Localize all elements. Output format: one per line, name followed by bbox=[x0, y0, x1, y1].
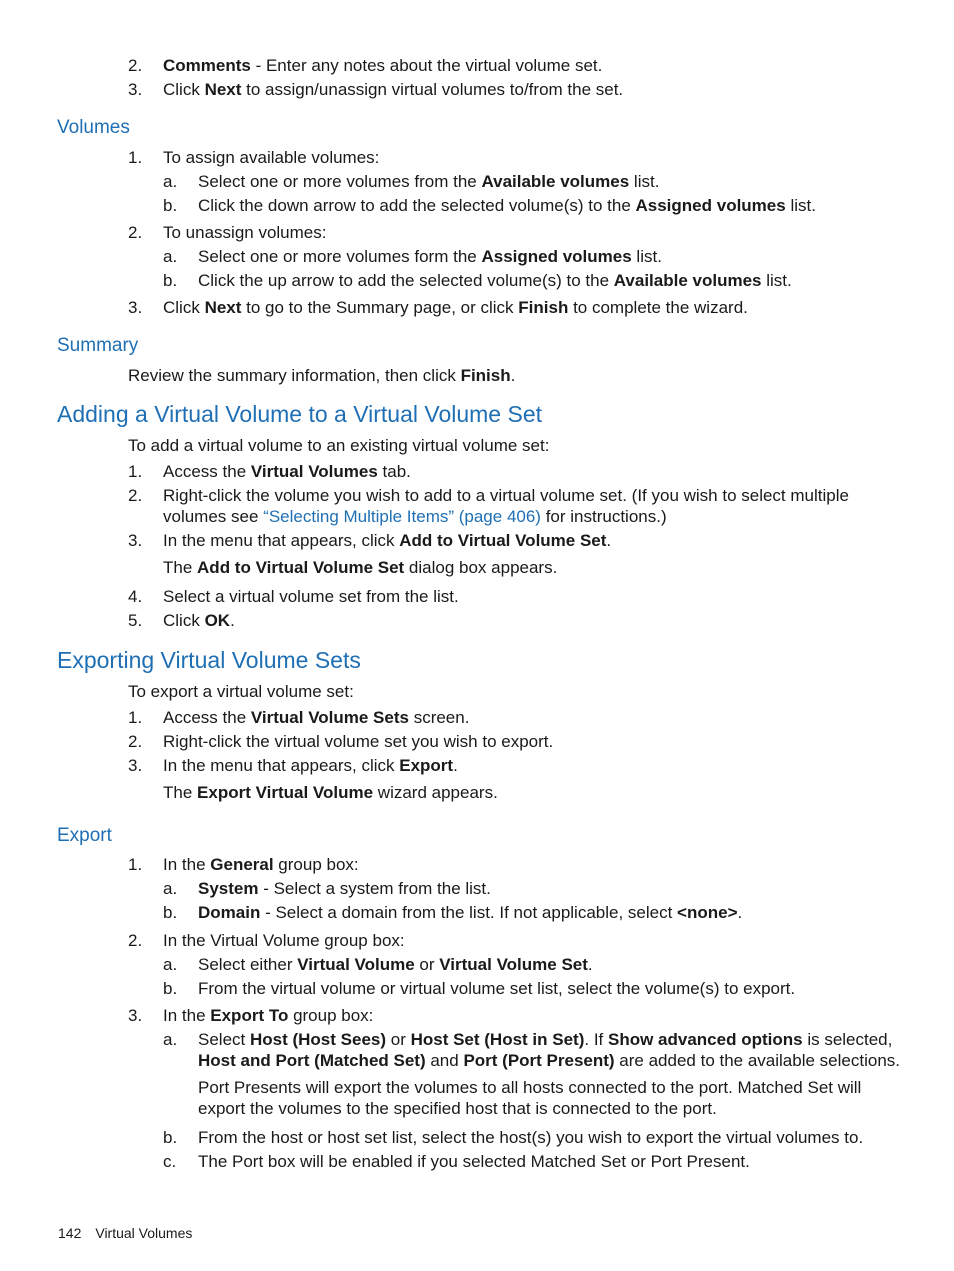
list-subitem: Select Host (Host Sees) or Host Set (Host in Set). If Show advanced options is selected, bbox=[198, 1030, 893, 1049]
list-letter: b. bbox=[163, 1128, 178, 1147]
list-number: 2. bbox=[128, 486, 143, 505]
note: The Add to Virtual Volume Set dialog box appears. bbox=[163, 558, 558, 577]
list-subitem: Click the down arrow to add the selected volume(s) to the Assigned volumes list. bbox=[198, 196, 816, 215]
list-subitem: Select one or more volumes form the Assigned volumes list. bbox=[198, 247, 662, 266]
list-number: 5. bbox=[128, 611, 143, 630]
list-number: 3. bbox=[128, 80, 143, 99]
list-item: Click Next to assign/unassign virtual volumes to/from the set. bbox=[163, 80, 624, 99]
list-item: Comments - Enter any notes about the virtual volume set. bbox=[163, 56, 603, 75]
section-heading-adding: Adding a Virtual Volume to a Virtual Volume Set bbox=[57, 401, 543, 427]
list-number: 3. bbox=[128, 756, 143, 775]
paragraph: To export a virtual volume set: bbox=[128, 682, 354, 701]
section-heading-exporting: Exporting Virtual Volume Sets bbox=[57, 647, 361, 673]
list-item: Click Next to go to the Summary page, or click Finish to complete the wizard. bbox=[163, 298, 748, 317]
paragraph: Review the summary information, then click Finish. bbox=[128, 366, 516, 385]
list-number: 1. bbox=[128, 708, 143, 727]
list-subitem: Domain - Select a domain from the list. If not applicable, select <none>. bbox=[198, 903, 743, 922]
list-letter: a. bbox=[163, 879, 178, 898]
list-subitem: Click the up arrow to add the selected volume(s) to the Available volumes list. bbox=[198, 271, 792, 290]
list-letter: b. bbox=[163, 271, 178, 290]
list-item-continuation: volumes see “Selecting Multiple Items” (page 406) for instructions.) bbox=[163, 507, 667, 526]
list-subitem: System - Select a system from the list. bbox=[198, 879, 491, 898]
list-subitem: From the host or host set list, select the host(s) you wish to export the virtual volumes to. bbox=[198, 1128, 864, 1147]
list-item: Click OK. bbox=[163, 611, 235, 630]
list-number: 1. bbox=[128, 855, 143, 874]
list-number: 3. bbox=[128, 298, 143, 317]
list-number: 1. bbox=[128, 148, 143, 167]
chapter-title: Virtual Volumes bbox=[95, 1225, 193, 1241]
list-item: Select a virtual volume set from the list. bbox=[163, 587, 459, 606]
list-item: In the menu that appears, click Export. bbox=[163, 756, 458, 775]
list-letter: a. bbox=[163, 172, 178, 191]
list-number: 2. bbox=[128, 56, 143, 75]
list-item: In the Virtual Volume group box: bbox=[163, 931, 405, 950]
list-subitem: Select one or more volumes from the Available volumes list. bbox=[198, 172, 660, 191]
list-subitem: From the virtual volume or virtual volume set list, select the volume(s) to export. bbox=[198, 979, 796, 998]
list-number: 4. bbox=[128, 587, 143, 606]
cross-reference-link[interactable]: “Selecting Multiple Items” (page 406) bbox=[263, 507, 541, 526]
list-item: To unassign volumes: bbox=[163, 223, 327, 242]
list-item: Right-click the volume you wish to add to a virtual volume set. (If you wish to select multiple bbox=[163, 486, 849, 505]
note: Port Presents will export the volumes to all hosts connected to the port. Matched Set will bbox=[198, 1078, 862, 1097]
list-letter: c. bbox=[163, 1152, 177, 1171]
list-number: 2. bbox=[128, 732, 143, 751]
list-letter: b. bbox=[163, 196, 178, 215]
list-number: 2. bbox=[128, 223, 143, 242]
list-letter: a. bbox=[163, 247, 178, 266]
list-item: In the General group box: bbox=[163, 855, 359, 874]
list-number: 3. bbox=[128, 531, 143, 550]
section-heading-export: Export bbox=[57, 825, 112, 846]
list-number: 1. bbox=[128, 462, 143, 481]
list-letter: a. bbox=[163, 955, 178, 974]
list-subitem: The Port box will be enabled if you selected Matched Set or Port Present. bbox=[198, 1152, 750, 1171]
page-footer bbox=[58, 1223, 192, 1244]
note: The Export Virtual Volume wizard appears. bbox=[163, 783, 498, 802]
list-letter: a. bbox=[163, 1030, 178, 1049]
list-subitem-continuation: Host and Port (Matched Set) and Port (Port Present) are added to the available selections. bbox=[198, 1051, 900, 1070]
list-item: To assign available volumes: bbox=[163, 148, 380, 167]
list-item: In the Export To group box: bbox=[163, 1006, 374, 1025]
list-number: 3. bbox=[128, 1006, 143, 1025]
list-letter: b. bbox=[163, 979, 178, 998]
list-item: Access the Virtual Volume Sets screen. bbox=[163, 708, 470, 727]
list-subitem: Select either Virtual Volume or Virtual Volume Set. bbox=[198, 955, 593, 974]
page-number: 142 bbox=[58, 1225, 82, 1241]
list-item: In the menu that appears, click Add to Virtual Volume Set. bbox=[163, 531, 612, 550]
list-item: Access the Virtual Volumes tab. bbox=[163, 462, 411, 481]
list-item: Right-click the virtual volume set you wish to export. bbox=[163, 732, 554, 751]
list-number: 2. bbox=[128, 931, 143, 950]
note-continuation: export the volumes to the specified host that is connected to the port. bbox=[198, 1099, 717, 1118]
section-heading-volumes: Volumes bbox=[57, 117, 130, 138]
section-heading-summary: Summary bbox=[57, 335, 139, 356]
paragraph: To add a virtual volume to an existing virtual volume set: bbox=[128, 436, 550, 455]
list-letter: b. bbox=[163, 903, 178, 922]
